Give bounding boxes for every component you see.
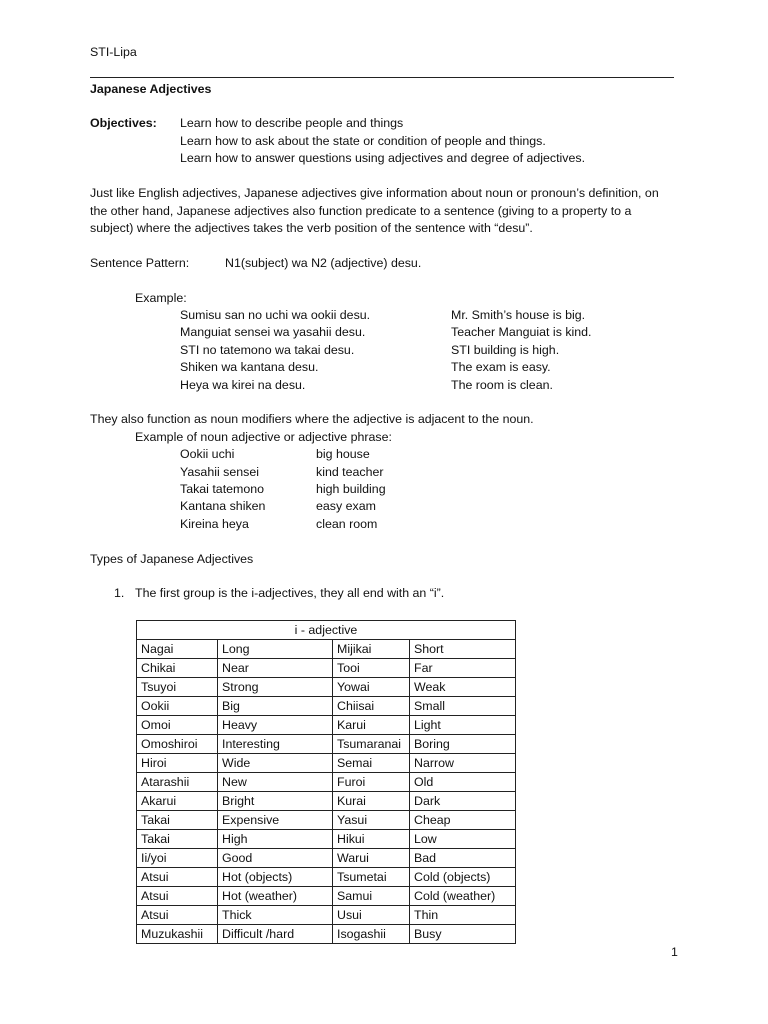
cell-jp-opposite: Furoi <box>333 773 410 792</box>
table-row <box>137 773 516 792</box>
example-en: STI building is high. <box>451 343 560 357</box>
example-en: The room is clean. <box>451 378 553 392</box>
intro-line: subject) where the adjectives takes the verb position of the sentence with “desu”. <box>90 221 533 235</box>
cell-jp-adjective: Atarashii <box>137 773 218 792</box>
intro-line: Just like English adjectives, Japanese adjectives give information about noun or pronoun’s definition, on <box>90 186 659 200</box>
table-body <box>137 640 516 944</box>
modifier-jp: Kantana shiken <box>180 499 266 513</box>
modifier-en: kind teacher <box>316 465 384 479</box>
cell-jp-opposite: Isogashii <box>333 925 410 944</box>
cell-jp-opposite: Tooi <box>333 659 410 678</box>
cell-jp-opposite: Karui <box>333 716 410 735</box>
cell-en-meaning: Strong <box>218 678 333 697</box>
table-row <box>137 811 516 830</box>
cell-jp-opposite: Tsumaranai <box>333 735 410 754</box>
modifier-jp: Takai tatemono <box>180 482 265 496</box>
cell-jp-adjective: Tsuyoi <box>137 678 218 697</box>
table-row <box>137 868 516 887</box>
modifier-jp: Ookii uchi <box>180 447 235 461</box>
intro-line: the other hand, Japanese adjectives also function predicate to a sentence (giving to a property to a <box>90 204 632 218</box>
cell-jp-opposite: Samui <box>333 887 410 906</box>
header-company: STI-Lipa <box>90 45 137 59</box>
pattern-label: Sentence Pattern: <box>90 256 190 270</box>
list-number: 1. <box>114 586 125 600</box>
example-jp: STI no tatemono wa takai desu. <box>180 343 355 357</box>
example-en: Mr. Smith’s house is big. <box>451 308 586 322</box>
table-row <box>137 830 516 849</box>
table-caption: i - adjective <box>137 621 516 640</box>
modifier-en: big house <box>316 447 370 461</box>
cell-jp-opposite: Kurai <box>333 792 410 811</box>
cell-en-opposite: Busy <box>410 925 516 944</box>
cell-en-opposite: Short <box>410 640 516 659</box>
cell-en-meaning: Expensive <box>218 811 333 830</box>
table-row <box>137 792 516 811</box>
table-row <box>137 716 516 735</box>
cell-en-opposite: Far <box>410 659 516 678</box>
table-row <box>137 754 516 773</box>
page-title: Japanese Adjectives <box>90 82 212 96</box>
table-row <box>137 887 516 906</box>
cell-en-opposite: Old <box>410 773 516 792</box>
cell-jp-adjective: Atsui <box>137 887 218 906</box>
cell-en-meaning: Long <box>218 640 333 659</box>
table-row <box>137 906 516 925</box>
modifier-en: easy exam <box>316 499 376 513</box>
table-row <box>137 640 516 659</box>
pattern-value: N1(subject) wa N2 (adjective) desu. <box>225 256 422 270</box>
page-number: 1 <box>671 945 678 959</box>
cell-en-meaning: Hot (objects) <box>218 868 333 887</box>
cell-en-opposite: Narrow <box>410 754 516 773</box>
cell-en-meaning: Difficult /hard <box>218 925 333 944</box>
cell-en-opposite: Dark <box>410 792 516 811</box>
cell-jp-adjective: Hiroi <box>137 754 218 773</box>
objective-item: Learn how to answer questions using adjectives and degree of adjectives. <box>180 151 586 165</box>
table-row <box>137 925 516 944</box>
cell-en-opposite: Thin <box>410 906 516 925</box>
list-item-text: The first group is the i-adjectives, they all end with an “i”. <box>135 586 445 600</box>
objective-item: Learn how to ask about the state or condition of people and things. <box>180 134 546 148</box>
objectives-label: Objectives: <box>90 116 157 130</box>
cell-en-opposite: Boring <box>410 735 516 754</box>
cell-jp-adjective: Takai <box>137 830 218 849</box>
table-row <box>137 659 516 678</box>
modifiers-label: Example of noun adjective or adjective phrase: <box>135 430 392 444</box>
header-rule <box>90 77 674 78</box>
types-heading: Types of Japanese Adjectives <box>90 552 254 566</box>
modifier-en: clean room <box>316 517 378 531</box>
cell-jp-opposite: Yowai <box>333 678 410 697</box>
table-row <box>137 678 516 697</box>
cell-jp-adjective: Atsui <box>137 906 218 925</box>
cell-jp-adjective: Omoshiroi <box>137 735 218 754</box>
cell-en-meaning: Big <box>218 697 333 716</box>
cell-en-meaning: High <box>218 830 333 849</box>
cell-jp-adjective: Akarui <box>137 792 218 811</box>
example-jp: Manguiat sensei wa yasahii desu. <box>180 325 366 339</box>
cell-jp-adjective: Omoi <box>137 716 218 735</box>
cell-en-opposite: Low <box>410 830 516 849</box>
example-jp: Shiken wa kantana desu. <box>180 360 319 374</box>
cell-en-meaning: Heavy <box>218 716 333 735</box>
example-jp: Heya wa kirei na desu. <box>180 378 306 392</box>
cell-jp-opposite: Semai <box>333 754 410 773</box>
example-en: The exam is easy. <box>451 360 551 374</box>
i-adjective-table <box>136 620 516 944</box>
cell-en-opposite: Small <box>410 697 516 716</box>
cell-jp-opposite: Hikui <box>333 830 410 849</box>
cell-jp-adjective: Chikai <box>137 659 218 678</box>
table-row <box>137 697 516 716</box>
cell-jp-adjective: Muzukashii <box>137 925 218 944</box>
cell-en-meaning: Bright <box>218 792 333 811</box>
cell-jp-opposite: Mijikai <box>333 640 410 659</box>
cell-jp-opposite: Tsumetai <box>333 868 410 887</box>
table-row <box>137 735 516 754</box>
cell-jp-adjective: Ii/yoi <box>137 849 218 868</box>
cell-en-opposite: Bad <box>410 849 516 868</box>
cell-jp-adjective: Ookii <box>137 697 218 716</box>
cell-jp-adjective: Nagai <box>137 640 218 659</box>
cell-en-meaning: Thick <box>218 906 333 925</box>
cell-en-opposite: Cold (objects) <box>410 868 516 887</box>
cell-en-meaning: Interesting <box>218 735 333 754</box>
objective-item: Learn how to describe people and things <box>180 116 404 130</box>
example-label: Example: <box>135 291 187 305</box>
cell-en-opposite: Weak <box>410 678 516 697</box>
cell-en-meaning: Hot (weather) <box>218 887 333 906</box>
example-en: Teacher Manguiat is kind. <box>451 325 592 339</box>
cell-en-meaning: New <box>218 773 333 792</box>
cell-jp-adjective: Atsui <box>137 868 218 887</box>
cell-en-opposite: Light <box>410 716 516 735</box>
cell-en-meaning: Near <box>218 659 333 678</box>
cell-en-opposite: Cold (weather) <box>410 887 516 906</box>
modifier-en: high building <box>316 482 386 496</box>
cell-jp-adjective: Takai <box>137 811 218 830</box>
cell-en-opposite: Cheap <box>410 811 516 830</box>
table-row <box>137 849 516 868</box>
modifier-jp: Yasahii sensei <box>180 465 259 479</box>
modifiers-intro: They also function as noun modifiers where the adjective is adjacent to the noun. <box>90 412 534 426</box>
cell-jp-opposite: Yasui <box>333 811 410 830</box>
modifier-jp: Kireina heya <box>180 517 249 531</box>
cell-en-meaning: Good <box>218 849 333 868</box>
example-jp: Sumisu san no uchi wa ookii desu. <box>180 308 371 322</box>
cell-jp-opposite: Usui <box>333 906 410 925</box>
cell-jp-opposite: Warui <box>333 849 410 868</box>
cell-en-meaning: Wide <box>218 754 333 773</box>
cell-jp-opposite: Chiisai <box>333 697 410 716</box>
